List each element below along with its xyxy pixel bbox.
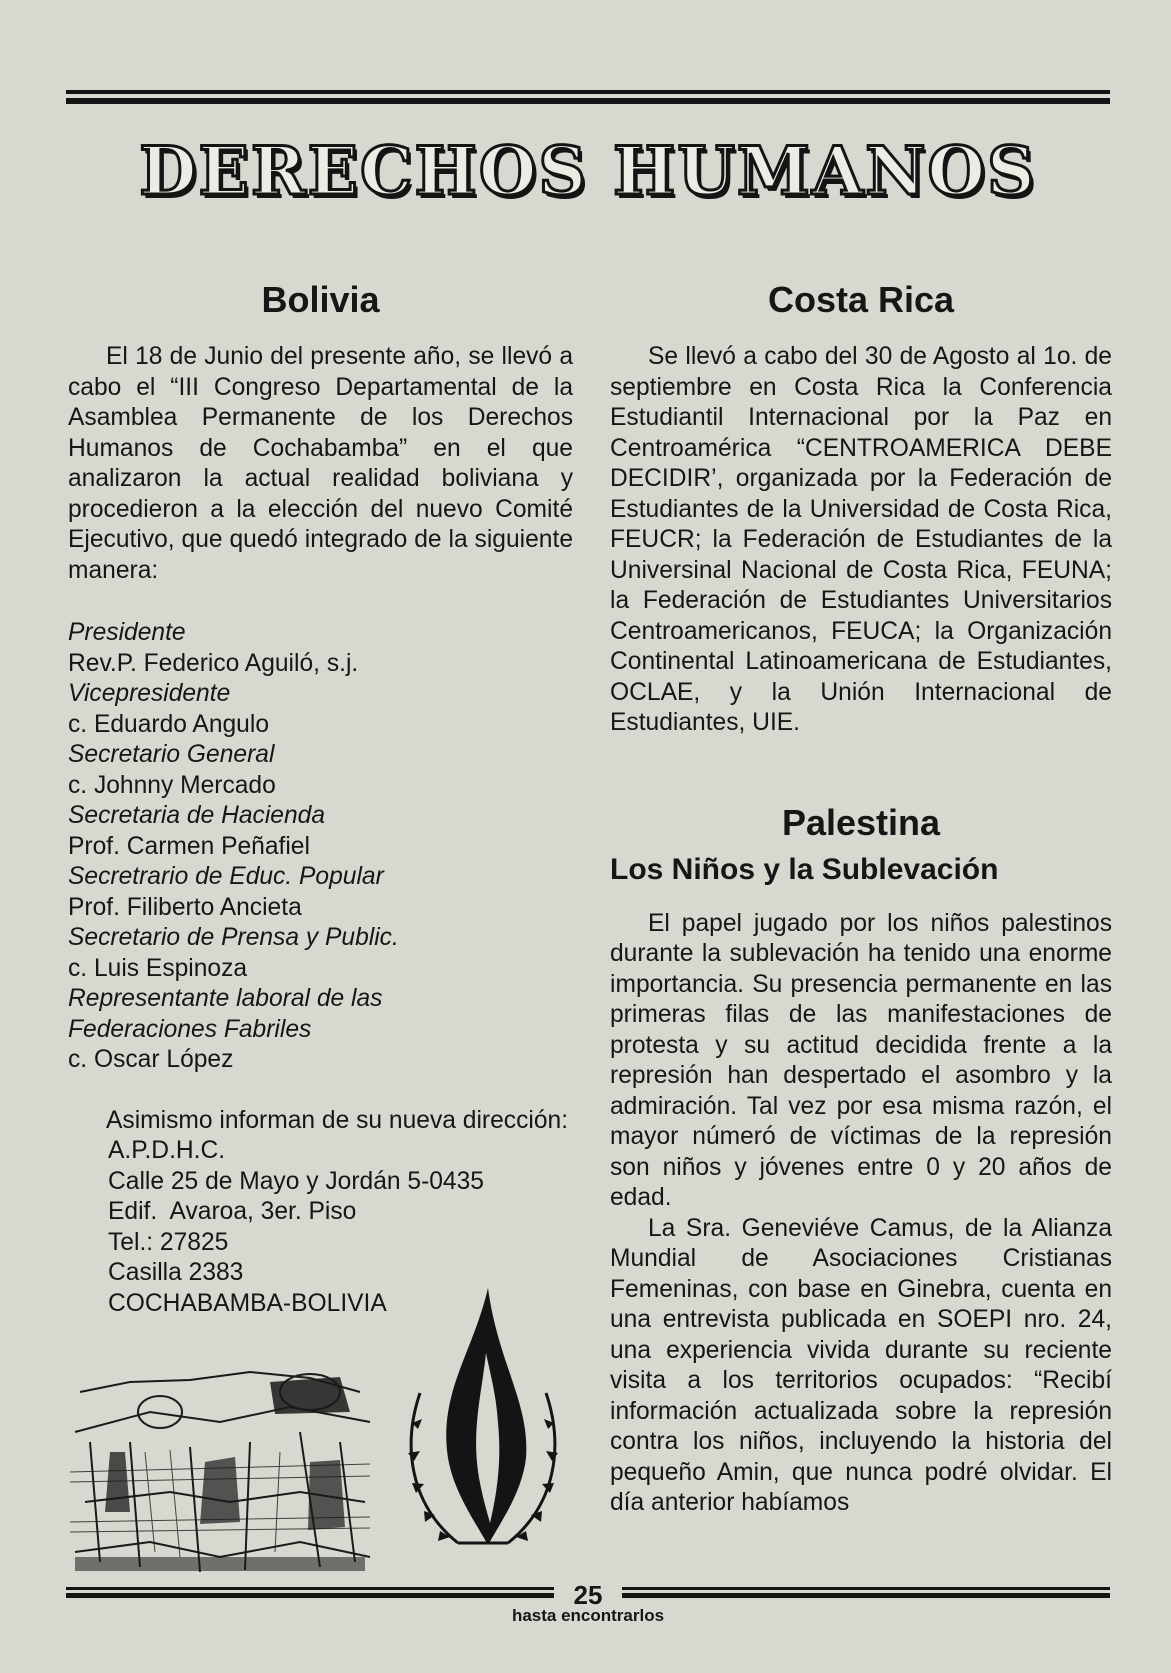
address-line: Casilla 2383 (108, 1259, 244, 1286)
bolivia-intro: El 18 de Junio del presente año, se llevó a cabo el “III Congreso Departamental de la Asamblea Permanente de los Derechos Humanos de Cochabamba” en el que analizaron la actual realidad boliviana y procedieron a la elección del nuevo Comité Ejecutivo, que quedó integrado de la siguiente manera: (68, 343, 573, 584)
flame-emblem-icon (398, 1283, 568, 1568)
committee-role: Secretrario de Educ. Popular (68, 863, 384, 890)
right-column (610, 280, 1112, 1519)
committee-member: c. Johnny Mercado (68, 771, 276, 799)
committee-member: Prof. Carmen Peñafiel (68, 832, 310, 860)
address-line: A.P.D.H.C. (108, 1137, 226, 1164)
committee-list (68, 618, 573, 1076)
palestina-paragraph: La Sra. Geneviéve Camus, de la Alianza Mundial de Asociaciones Cristianas Femeninas, con base en Ginebra, cuenta en una entrevista publicada en SOEPI nro. 24, una experiencia vivida durante su reciente visita a los territorios ocupados: “Recibí información actualizada sobre la represión contra los niños, incluyendo la historia del pequeño Amin, que nunca podré olvidar. El día anterior habíamos (610, 1214, 1112, 1516)
committee-role: Representante laboral de las Federaciones Fabriles (68, 985, 383, 1043)
committee-member: c. Eduardo Angulo (68, 710, 270, 738)
committee-member: c. Oscar López (68, 1046, 234, 1073)
costa-rica-title: Costa Rica (767, 279, 955, 320)
committee-member: c. Luis Espinoza (68, 954, 248, 982)
protest-sketch-illustration (70, 1352, 375, 1577)
palestina-paragraph: El papel jugado por los niños palestinos durante la sublevación ha tenido una enorme importancia. Su presencia permanente en las primeras filas de las manifestaciones de protesta y su actitud decidida frente a la represión han despertado el asombro y la admiración. Tal vez por esa misma razón, el mayor númeró de víctimas de la represión son niños y jóvenes entre 0 y 20 años de edad. (610, 909, 1112, 1211)
committee-role: Presidente (68, 619, 186, 646)
committee-member: Rev.P. Federico Aguiló, s.j. (68, 649, 359, 677)
address-line: Calle 25 de Mayo y Jordán 5-0435 (108, 1167, 484, 1195)
bolivia-title: Bolivia (261, 279, 380, 320)
committee-role: Vicepresidente (68, 680, 231, 707)
address-line: Tel.: 27825 (108, 1228, 229, 1256)
address-line: COCHABAMBA-BOLIVIA (108, 1289, 387, 1317)
masthead-title: DERECHOS HUMANOS (139, 132, 1037, 210)
address-intro: Asimismo informan de su nueva dirección: (106, 1106, 569, 1134)
bolivia-column (68, 280, 573, 1319)
palestina-title: Palestina (781, 801, 941, 843)
palestina-subtitle: Los Niños y la Sublevación (610, 852, 999, 886)
page-number: 25 (573, 1580, 603, 1610)
address-line: Edif. Avaroa, 3er. Piso (108, 1198, 357, 1225)
committee-member: Prof. Filiberto Ancieta (68, 893, 302, 921)
bottom-rule (66, 1580, 1110, 1610)
committee-role: Secretario General (68, 741, 275, 768)
committee-role: Secretario de Prensa y Public. (68, 924, 399, 951)
costa-rica-body: Se llevó a cabo del 30 de Agosto al 1o. de septiembre en Costa Rica la Conferencia Estudiantil Internacional por la Paz en Centroamérica “CENTROAMERICA DEBE DECIDIR’, organizada por la Federación de Estudiantes de la Universidad de Costa Rica, FEUCR; la Federación de Estudiantes de la Universinal Nacional de Costa Rica, FEUNA; la Federación de Estudiantes Universitarios Centroamericanos, FEUCA; la Organización Continental Latinoamericana de Estudiantes, OCLAE, y la Unión Internacional de Estudiantes, UIE. (610, 343, 1112, 736)
committee-role: Secretaria de Hacienda (68, 802, 326, 829)
publication-name: hasta encontrarlos (511, 1606, 665, 1625)
top-rule (66, 90, 1110, 104)
